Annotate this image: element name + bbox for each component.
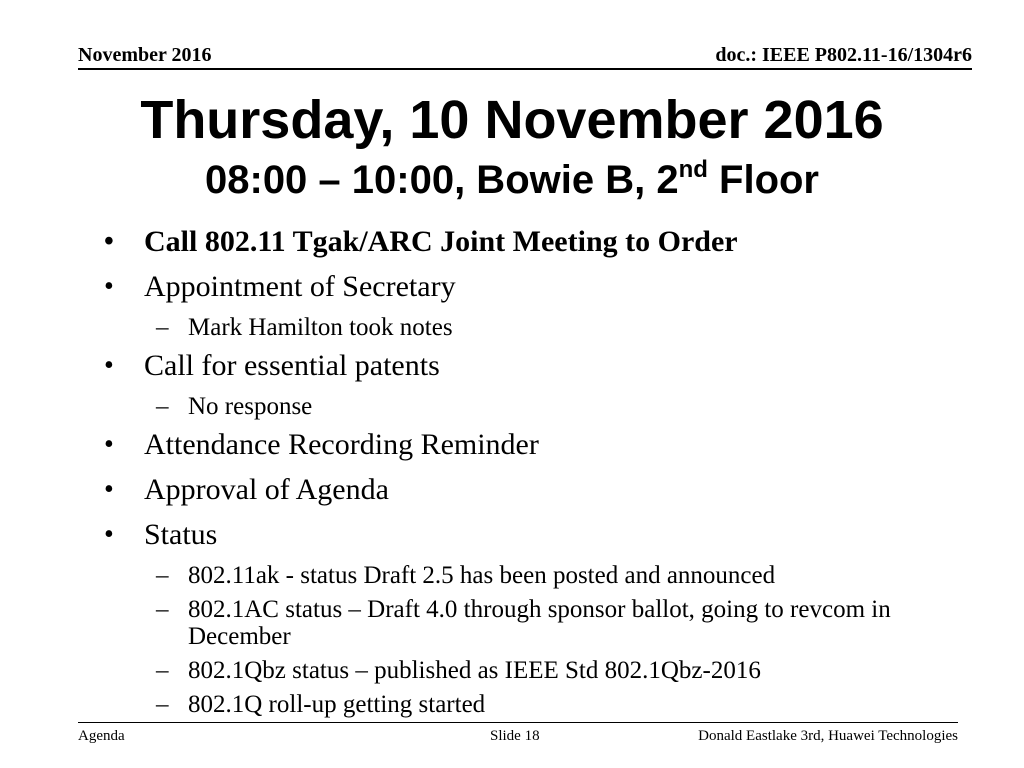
bullet-text: Approval of Agenda — [144, 473, 389, 506]
subtitle-superscript: nd — [678, 156, 708, 183]
dash-icon: – — [156, 691, 169, 718]
subtitle-main: 08:00 – 10:00, Bowie B, 2 — [205, 158, 679, 202]
bullet-text: Attendance Recording Reminder — [144, 428, 539, 461]
bullet-item — [100, 348, 960, 384]
bullet-icon: • — [104, 429, 114, 460]
footer-author: Donald Eastlake 3rd, Huawei Technologies — [698, 728, 958, 744]
bullet-item — [100, 517, 960, 553]
dash-icon: – — [156, 314, 169, 341]
sub-bullet-item — [100, 596, 960, 650]
dash-icon: – — [156, 657, 169, 684]
bullet-item — [100, 472, 960, 508]
sub-bullet-text: 802.1AC status – Draft 4.0 through sponsor ballot, going to revcom in December — [188, 596, 891, 650]
bullet-text: Status — [144, 518, 218, 551]
slide-title: Thursday, 10 November 2016 — [140, 90, 884, 150]
sub-bullet-item — [100, 393, 960, 420]
footer-slide-number: Slide 18 — [490, 728, 540, 744]
subtitle-tail: Floor — [707, 158, 819, 202]
sub-bullet-item — [100, 314, 960, 341]
bullet-text: Call for essential patents — [144, 349, 440, 382]
slide-body — [100, 224, 960, 725]
sub-bullet-text: 802.11ak - status Draft 2.5 has been posted and announced — [188, 562, 776, 589]
sub-bullet-item — [100, 657, 960, 684]
bullet-text: Call 802.11 Tgak/ARC Joint Meeting to Order — [144, 225, 738, 258]
dash-icon: – — [156, 393, 169, 420]
header-doc-id: doc.: IEEE P802.11-16/1304r6 — [715, 44, 972, 66]
bullet-icon: • — [104, 271, 114, 302]
header-date: November 2016 — [78, 44, 212, 66]
sub-bullet-text: 802.1Q roll-up getting started — [188, 691, 486, 718]
slide-subtitle — [0, 156, 1024, 210]
sub-bullet-item — [100, 562, 960, 589]
slide-footer — [78, 722, 958, 749]
footer-section: Agenda — [78, 728, 125, 744]
bullet-item — [100, 224, 960, 260]
bullet-text: Appointment of Secretary — [144, 270, 456, 303]
dash-icon: – — [156, 562, 169, 589]
sub-bullet-item — [100, 691, 960, 718]
bullet-icon: • — [104, 519, 114, 550]
bullet-icon: • — [104, 350, 114, 381]
sub-bullet-text: No response — [188, 393, 313, 420]
dash-icon: – — [156, 596, 169, 623]
bullet-item — [100, 427, 960, 463]
slide-header — [78, 44, 972, 70]
bullet-item — [100, 269, 960, 305]
sub-bullet-text: 802.1Qbz status – published as IEEE Std 802.1Qbz-2016 — [188, 657, 761, 684]
sub-bullet-text: Mark Hamilton took notes — [188, 314, 453, 341]
bullet-icon: • — [104, 474, 114, 505]
bullet-icon: • — [104, 226, 114, 257]
